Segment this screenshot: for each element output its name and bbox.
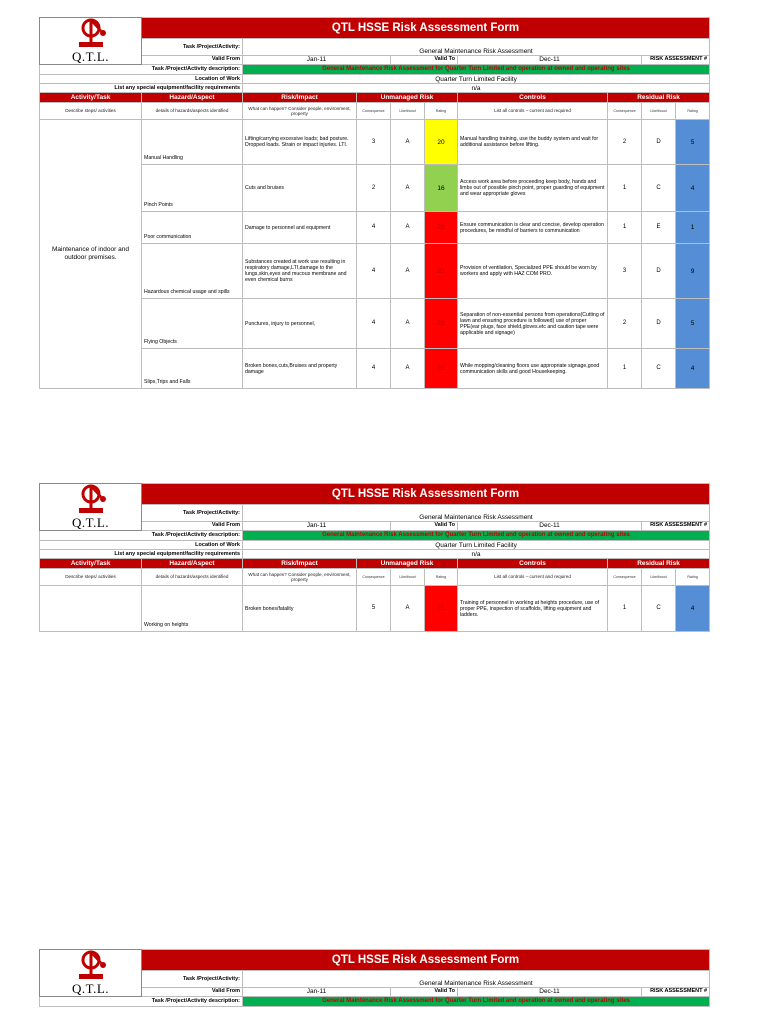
company-logo <box>40 950 142 997</box>
valid-to-label: Valid To <box>391 987 458 996</box>
residual-consequence-cell: 1 <box>608 165 642 212</box>
controls-cell: Ensure communication is clear and concise, develop operation procedures, be mindful of barriers to communication <box>458 212 608 244</box>
logo-text: Q.T.L. <box>71 981 110 996</box>
residual-likelihood-cell: D <box>642 299 676 349</box>
controls-cell: Provision of ventilation, Specialized PPE should be worn by workers and apply with HAZ COM PRO. <box>458 244 608 299</box>
residual-likelihood-cell: D <box>642 244 676 299</box>
residual-rating-cell: 1 <box>676 212 710 244</box>
location-value: Quarter Turn Limited Facility <box>243 75 710 84</box>
task-value: General Maintenance Risk Assessment <box>243 39 710 55</box>
description-label: Task /Project/Activity description: <box>40 531 243 541</box>
logo-text: Q.T.L. <box>71 515 110 530</box>
risk-form-header-1 <box>39 17 710 389</box>
header-unmanaged: Unmanaged Risk <box>357 559 458 569</box>
location-value: Quarter Turn Limited Facility <box>243 541 710 550</box>
residual-likelihood-cell: C <box>642 586 676 632</box>
consequence-cell: 3 <box>357 120 391 165</box>
valid-from-label: Valid From <box>142 987 243 996</box>
equipment-label: List any special equipment/facility requirements <box>40 550 243 559</box>
header-controls: Controls <box>458 559 608 569</box>
consequence-cell: 4 <box>357 212 391 244</box>
task-value: General Maintenance Risk Assessment <box>243 505 710 521</box>
header-activity: Activity/Task <box>40 559 142 569</box>
hazard-cell: Flying Objects <box>142 299 243 349</box>
header-unmanaged: Unmanaged Risk <box>357 93 458 103</box>
table-row <box>40 120 710 165</box>
qtl-valve-icon <box>69 484 113 516</box>
subheader-hazard: details of hazards/aspects identified <box>142 569 243 586</box>
residual-rating-cell: 5 <box>676 120 710 165</box>
header-risk: Risk/Impact <box>243 559 357 569</box>
residual-likelihood-cell: C <box>642 165 676 212</box>
risk-cell: Substances created at work use resulting in respiratory damage,LTI,damage to the lungs,skin,eyes and mucous membrane and even chemical burns <box>243 244 357 299</box>
header-hazard: Hazard/Aspect <box>142 93 243 103</box>
activity-cell <box>40 586 142 632</box>
subheader-residual-consequence: Consequence <box>608 103 642 120</box>
company-logo <box>40 18 142 65</box>
equipment-value: n/a <box>243 550 710 559</box>
residual-consequence-cell: 3 <box>608 244 642 299</box>
subheader-likelihood: Likelihood <box>391 569 425 586</box>
subheader-activity: Describe steps/ activities <box>40 569 142 586</box>
task-label: Task /Project/Activity: <box>142 971 243 987</box>
risk-cell: Broken bones,cuts,Bruises and property damage <box>243 349 357 389</box>
valid-to-value: Dec-11 <box>458 987 642 996</box>
risk-form-header-3 <box>39 949 710 1007</box>
rating-cell: 20 <box>425 120 458 165</box>
subheader-risk: What can happen? Consider people, environment, property <box>243 569 357 586</box>
residual-consequence-cell: 1 <box>608 586 642 632</box>
subheader-risk: What can happen? Consider people, environment, property <box>243 103 357 120</box>
form-title: QTL HSSE Risk Assessment Form <box>142 950 710 971</box>
consequence-cell: 4 <box>357 349 391 389</box>
residual-likelihood-cell: D <box>642 120 676 165</box>
likelihood-cell: A <box>391 165 425 212</box>
valid-from-label: Valid From <box>142 55 243 64</box>
controls-cell: Manual handling training, use the buddy system and wait for additional assistance before lifting. <box>458 120 608 165</box>
valid-from-value: Jan-11 <box>243 521 391 530</box>
header-residual: Residual Risk <box>608 559 710 569</box>
form-page-2 <box>39 483 709 632</box>
subheader-rating: Rating <box>425 569 458 586</box>
rating-cell: 23 <box>425 244 458 299</box>
residual-consequence-cell: 2 <box>608 120 642 165</box>
rating-cell: 25 <box>425 586 458 632</box>
residual-rating-cell: 4 <box>676 586 710 632</box>
risk-cell: Cuts and bruises <box>243 165 357 212</box>
hazard-cell: Pinch Points <box>142 165 243 212</box>
residual-rating-cell: 4 <box>676 349 710 389</box>
residual-consequence-cell: 1 <box>608 212 642 244</box>
residual-consequence-cell: 2 <box>608 299 642 349</box>
header-hazard: Hazard/Aspect <box>142 559 243 569</box>
form-page-1 <box>39 17 709 389</box>
residual-likelihood-cell: C <box>642 349 676 389</box>
task-label: Task /Project/Activity: <box>142 39 243 55</box>
likelihood-cell: A <box>391 299 425 349</box>
likelihood-cell: A <box>391 120 425 165</box>
controls-cell: Access work area before proceeding keep body, hands and limbs out of possible pinch point, proper guarding of equipment and wear appropriate gloves <box>458 165 608 212</box>
hazard-cell: Slips,Trips and Falls <box>142 349 243 389</box>
hazard-cell: Poor communication <box>142 212 243 244</box>
table-row <box>40 586 710 632</box>
likelihood-cell: A <box>391 244 425 299</box>
risk-cell: Broken bones/fatality <box>243 586 357 632</box>
valid-to-value: Dec-11 <box>458 55 642 64</box>
valid-to-label: Valid To <box>391 55 458 64</box>
residual-rating-cell: 9 <box>676 244 710 299</box>
hazard-cell: Manual Handling <box>142 120 243 165</box>
residual-rating-cell: 4 <box>676 165 710 212</box>
form-title: QTL HSSE Risk Assessment Form <box>142 484 710 505</box>
hazard-cell: Hazardous chemical usage and spills <box>142 244 243 299</box>
consequence-cell: 2 <box>357 165 391 212</box>
subheader-hazard: details of hazards/aspects identified <box>142 103 243 120</box>
subheader-activity: Describe steps/ activities <box>40 103 142 120</box>
subheader-likelihood: Likelihood <box>391 103 425 120</box>
residual-rating-cell: 5 <box>676 299 710 349</box>
valid-from-label: Valid From <box>142 521 243 530</box>
description-label: Task /Project/Activity description: <box>40 65 243 75</box>
consequence-cell: 4 <box>357 299 391 349</box>
likelihood-cell: A <box>391 212 425 244</box>
location-label: Location of Work <box>40 541 243 550</box>
likelihood-cell: A <box>391 349 425 389</box>
controls-cell: Training of personnel in working at heights procedure, use of proper PPE, inspection of scaffolds, lifting equipment and ladders. <box>458 586 608 632</box>
rating-cell: 23 <box>425 212 458 244</box>
likelihood-cell: A <box>391 586 425 632</box>
valid-from-value: Jan-11 <box>243 987 391 996</box>
subheader-residual-consequence: Consequence <box>608 569 642 586</box>
valid-from-value: Jan-11 <box>243 55 391 64</box>
risk-cell: Punctures, injury to personnel, <box>243 299 357 349</box>
valid-to-value: Dec-11 <box>458 521 642 530</box>
location-label: Location of Work <box>40 75 243 84</box>
residual-consequence-cell: 1 <box>608 349 642 389</box>
subheader-controls: List all controls – current and required <box>458 103 608 120</box>
company-logo <box>40 484 142 531</box>
form-title: QTL HSSE Risk Assessment Form <box>142 18 710 39</box>
risk-cell: Damage to personnel and equipment <box>243 212 357 244</box>
task-label: Task /Project/Activity: <box>142 505 243 521</box>
subheader-residual-likelihood: Likelihood <box>642 569 676 586</box>
ra-label: RISK ASSESSMENT # <box>642 987 710 996</box>
form-page-3 <box>39 949 709 1007</box>
rating-cell: 23 <box>425 299 458 349</box>
qtl-valve-icon <box>69 18 113 50</box>
qtl-valve-icon <box>69 950 113 982</box>
task-value: General Maintenance Risk Assessment <box>243 971 710 987</box>
ra-label: RISK ASSESSMENT # <box>642 55 710 64</box>
subheader-consequence: Consequence <box>357 569 391 586</box>
risk-cell: Lifting/carrying excessive loads; bad posture. Dropped loads. Strain or impact injuries. LTI. <box>243 120 357 165</box>
valid-to-label: Valid To <box>391 521 458 530</box>
rating-cell: 23 <box>425 349 458 389</box>
logo-text: Q.T.L. <box>71 49 110 64</box>
equipment-value: n/a <box>243 84 710 93</box>
equipment-label: List any special equipment/facility requirements <box>40 84 243 93</box>
subheader-consequence: Consequence <box>357 103 391 120</box>
consequence-cell: 5 <box>357 586 391 632</box>
controls-cell: While mopping/cleaning floors use appropriate signage,good communication skills and good Housekeeping. <box>458 349 608 389</box>
subheader-controls: List all controls – current and required <box>458 569 608 586</box>
subheader-rating: Rating <box>425 103 458 120</box>
description-value: General Maintenance Risk Assessment for Quarter Turn Limited and operation at owned and operating sites <box>243 65 710 75</box>
header-residual: Residual Risk <box>608 93 710 103</box>
subheader-residual-rating: Rating <box>676 569 710 586</box>
subheader-residual-rating: Rating <box>676 103 710 120</box>
subheader-residual-likelihood: Likelihood <box>642 103 676 120</box>
residual-likelihood-cell: E <box>642 212 676 244</box>
description-value: General Maintenance Risk Assessment for Quarter Turn Limited and operation at owned and operating sites <box>243 531 710 541</box>
controls-cell: Separation of non-essential persons from operations(Cutting of lawn and ensuring procedure is followed) use of proper PPE(ear plugs, face shield,gloves.etc and caution tape were applicable and signage) <box>458 299 608 349</box>
header-risk: Risk/Impact <box>243 93 357 103</box>
risk-form-header-2 <box>39 483 710 632</box>
activity-cell: Maintenance of indoor and outdoor premises. <box>40 120 142 389</box>
header-controls: Controls <box>458 93 608 103</box>
header-activity: Activity/Task <box>40 93 142 103</box>
consequence-cell: 4 <box>357 244 391 299</box>
description-value: General Maintenance Risk Assessment for Quarter Turn Limited and operation at owned and operating sites <box>243 997 710 1007</box>
ra-label: RISK ASSESSMENT # <box>642 521 710 530</box>
hazard-cell: Working on heights <box>142 586 243 632</box>
description-label: Task /Project/Activity description: <box>40 997 243 1007</box>
rating-cell: 16 <box>425 165 458 212</box>
